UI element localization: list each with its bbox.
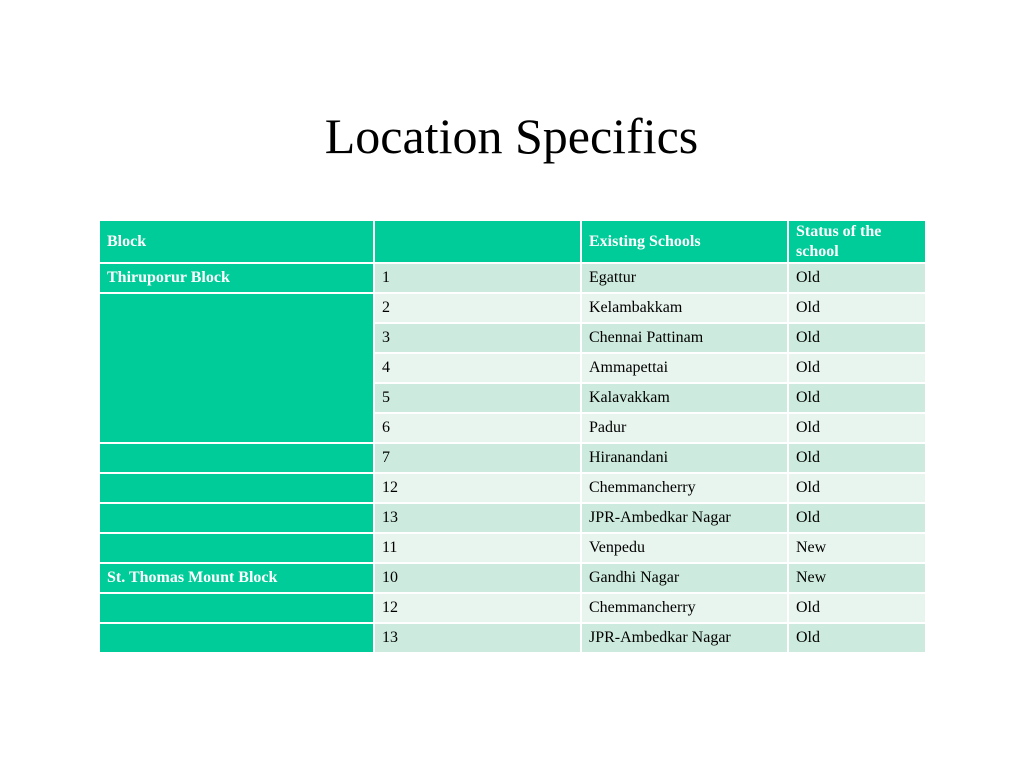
table-row: [99, 563, 926, 593]
table-row: [99, 533, 926, 563]
school-cell: Egattur: [581, 263, 788, 293]
table-row: [99, 623, 926, 653]
status-cell: Old: [788, 383, 926, 413]
school-cell: Kelambakkam: [581, 293, 788, 323]
status-cell: New: [788, 563, 926, 593]
table-row: [99, 443, 926, 473]
status-cell: Old: [788, 503, 926, 533]
table-row: [99, 293, 926, 323]
school-cell: Hiranandani: [581, 443, 788, 473]
table-header: [99, 220, 926, 263]
header-number: [374, 220, 581, 263]
slide-title: Location Specifics: [324, 108, 699, 164]
status-cell: Old: [788, 593, 926, 623]
status-cell: New: [788, 533, 926, 563]
location-table: [98, 219, 927, 654]
school-cell: Padur: [581, 413, 788, 443]
number-cell: 12: [374, 473, 581, 503]
block-cell: St. Thomas Mount Block: [99, 563, 374, 593]
school-cell: JPR-Ambedkar Nagar: [581, 503, 788, 533]
status-cell: Old: [788, 263, 926, 293]
status-cell: Old: [788, 413, 926, 443]
school-cell: Chennai Pattinam: [581, 323, 788, 353]
number-cell: 13: [374, 503, 581, 533]
number-cell: 1: [374, 263, 581, 293]
number-cell: 3: [374, 323, 581, 353]
block-cell: [99, 473, 374, 503]
status-cell: Old: [788, 473, 926, 503]
school-cell: Venpedu: [581, 533, 788, 563]
table-body: [99, 263, 926, 653]
status-cell: Old: [788, 353, 926, 383]
block-cell: [99, 293, 374, 443]
school-cell: Ammapettai: [581, 353, 788, 383]
number-cell: 7: [374, 443, 581, 473]
school-cell: Gandhi Nagar: [581, 563, 788, 593]
table-row: [99, 263, 926, 293]
header-existing-schools: Existing Schools: [581, 220, 788, 263]
number-cell: 4: [374, 353, 581, 383]
number-cell: 12: [374, 593, 581, 623]
number-cell: 11: [374, 533, 581, 563]
status-cell: Old: [788, 623, 926, 653]
number-cell: 5: [374, 383, 581, 413]
block-cell: Thiruporur Block: [99, 263, 374, 293]
block-cell: [99, 623, 374, 653]
status-cell: Old: [788, 323, 926, 353]
block-cell: [99, 593, 374, 623]
number-cell: 6: [374, 413, 581, 443]
block-cell: [99, 533, 374, 563]
block-cell: [99, 443, 374, 473]
table-row: [99, 593, 926, 623]
header-status: Status of the school: [788, 220, 926, 263]
school-cell: JPR-Ambedkar Nagar: [581, 623, 788, 653]
header-row: [99, 220, 926, 263]
status-cell: Old: [788, 443, 926, 473]
school-cell: Chemmancherry: [581, 593, 788, 623]
number-cell: 2: [374, 293, 581, 323]
number-cell: 13: [374, 623, 581, 653]
table-row: [99, 503, 926, 533]
block-cell: [99, 503, 374, 533]
school-cell: Kalavakkam: [581, 383, 788, 413]
header-block: Block: [99, 220, 374, 263]
status-cell: Old: [788, 293, 926, 323]
number-cell: 10: [374, 563, 581, 593]
school-cell: Chemmancherry: [581, 473, 788, 503]
table-row: [99, 473, 926, 503]
